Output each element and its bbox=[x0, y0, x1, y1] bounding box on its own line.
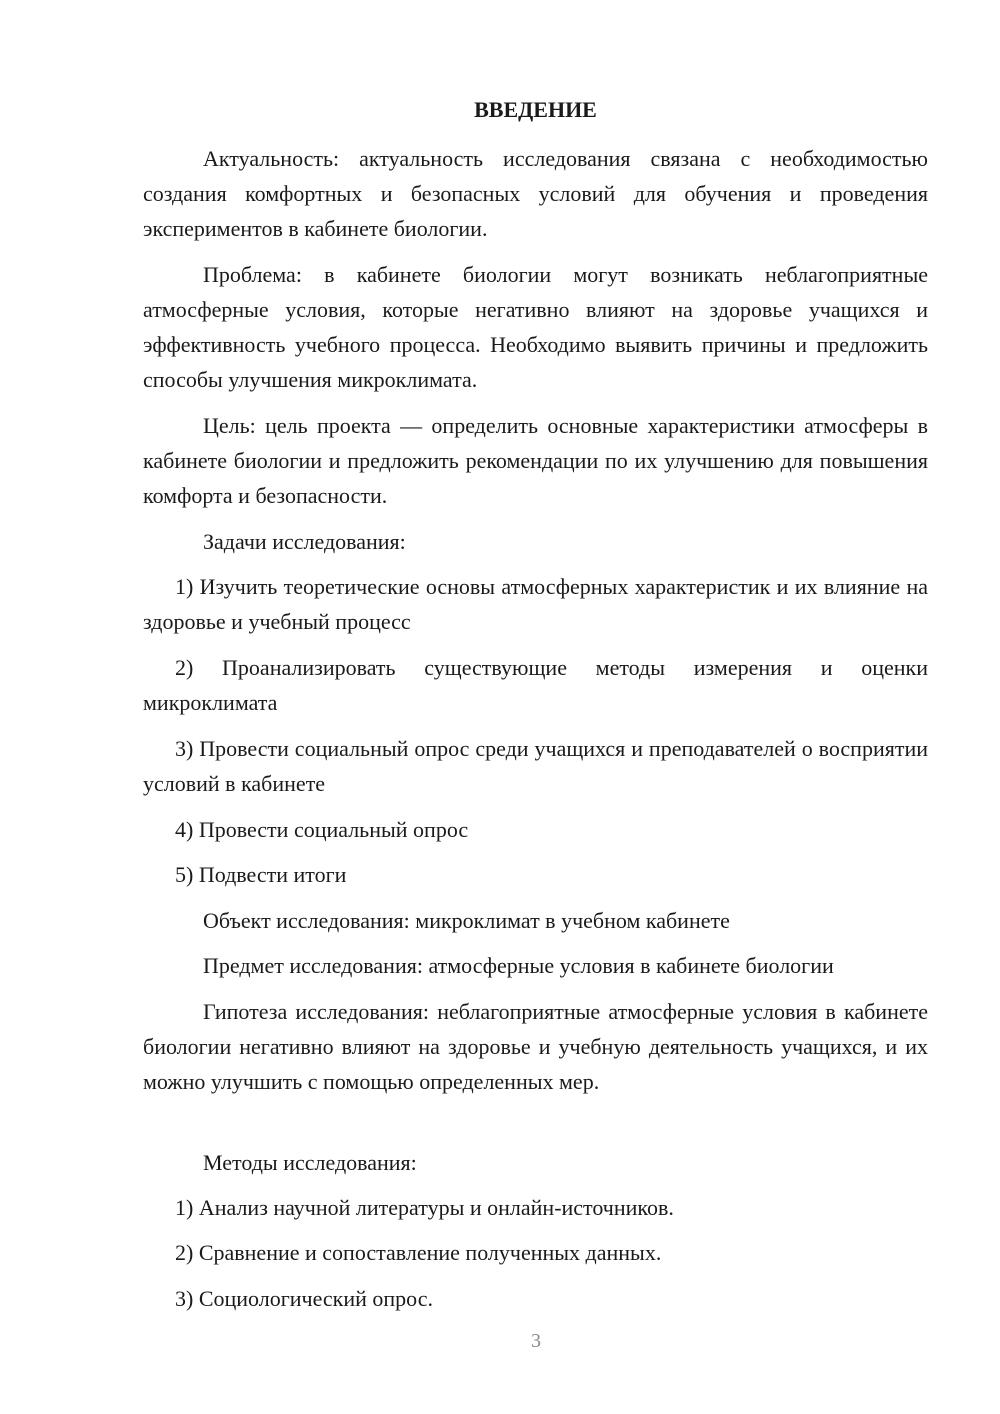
problem-paragraph: Проблема: в кабинете биологии могут возникать неблагоприятные атмосферные условия, которые негативно влияют на здоровье учащихся и эффективность учебного процесса. Необходимо выявить причины и предложить способы улучшения микроклимата. bbox=[143, 262, 928, 392]
methods-heading: Методы исследования: bbox=[203, 1150, 417, 1175]
task-item-3: 3) Провести социальный опрос среди учащихся и преподавателей о восприятии условий в кабинете bbox=[143, 736, 928, 796]
method-item-1: 1) Анализ научной литературы и онлайн-источников. bbox=[175, 1195, 674, 1220]
hypothesis-paragraph: Гипотеза исследования: неблагоприятные атмосферные условия в кабинете биологии негативно влияют на здоровье и учебную деятельность учащихся, и их можно улучшить с помощью определенных мер. bbox=[143, 999, 928, 1094]
task-item-5: 5) Подвести итоги bbox=[175, 862, 347, 887]
object-paragraph: Объект исследования: микроклимат в учебном кабинете bbox=[203, 908, 730, 933]
page-number: 3 bbox=[531, 1330, 541, 1352]
section-title: ВВЕДЕНИЕ bbox=[474, 97, 597, 122]
method-item-2: 2) Сравнение и сопоставление полученных данных. bbox=[175, 1240, 662, 1265]
task-item-2: 2) Проанализировать существующие методы измерения и оценки микроклимата bbox=[143, 655, 928, 715]
tasks-heading: Задачи исследования: bbox=[203, 529, 406, 554]
subject-paragraph: Предмет исследования: атмосферные условия в кабинете биологии bbox=[203, 953, 834, 978]
relevance-paragraph: Актуальность: актуальность исследования связана с необходимостью создания комфортных и безопасных условий для обучения и проведения экспериментов в кабинете биологии. bbox=[143, 146, 928, 241]
goal-paragraph: Цель: цель проекта — определить основные характеристики атмосферы в кабинете биологии и предложить рекомендации по их улучшению для повышения комфорта и безопасности. bbox=[143, 413, 928, 508]
task-item-4: 4) Провести социальный опрос bbox=[175, 817, 469, 842]
method-item-3: 3) Социологический опрос. bbox=[175, 1286, 433, 1311]
task-item-1: 1) Изучить теоретические основы атмосферных характеристик и их влияние на здоровье и учебный процесс bbox=[143, 574, 928, 634]
